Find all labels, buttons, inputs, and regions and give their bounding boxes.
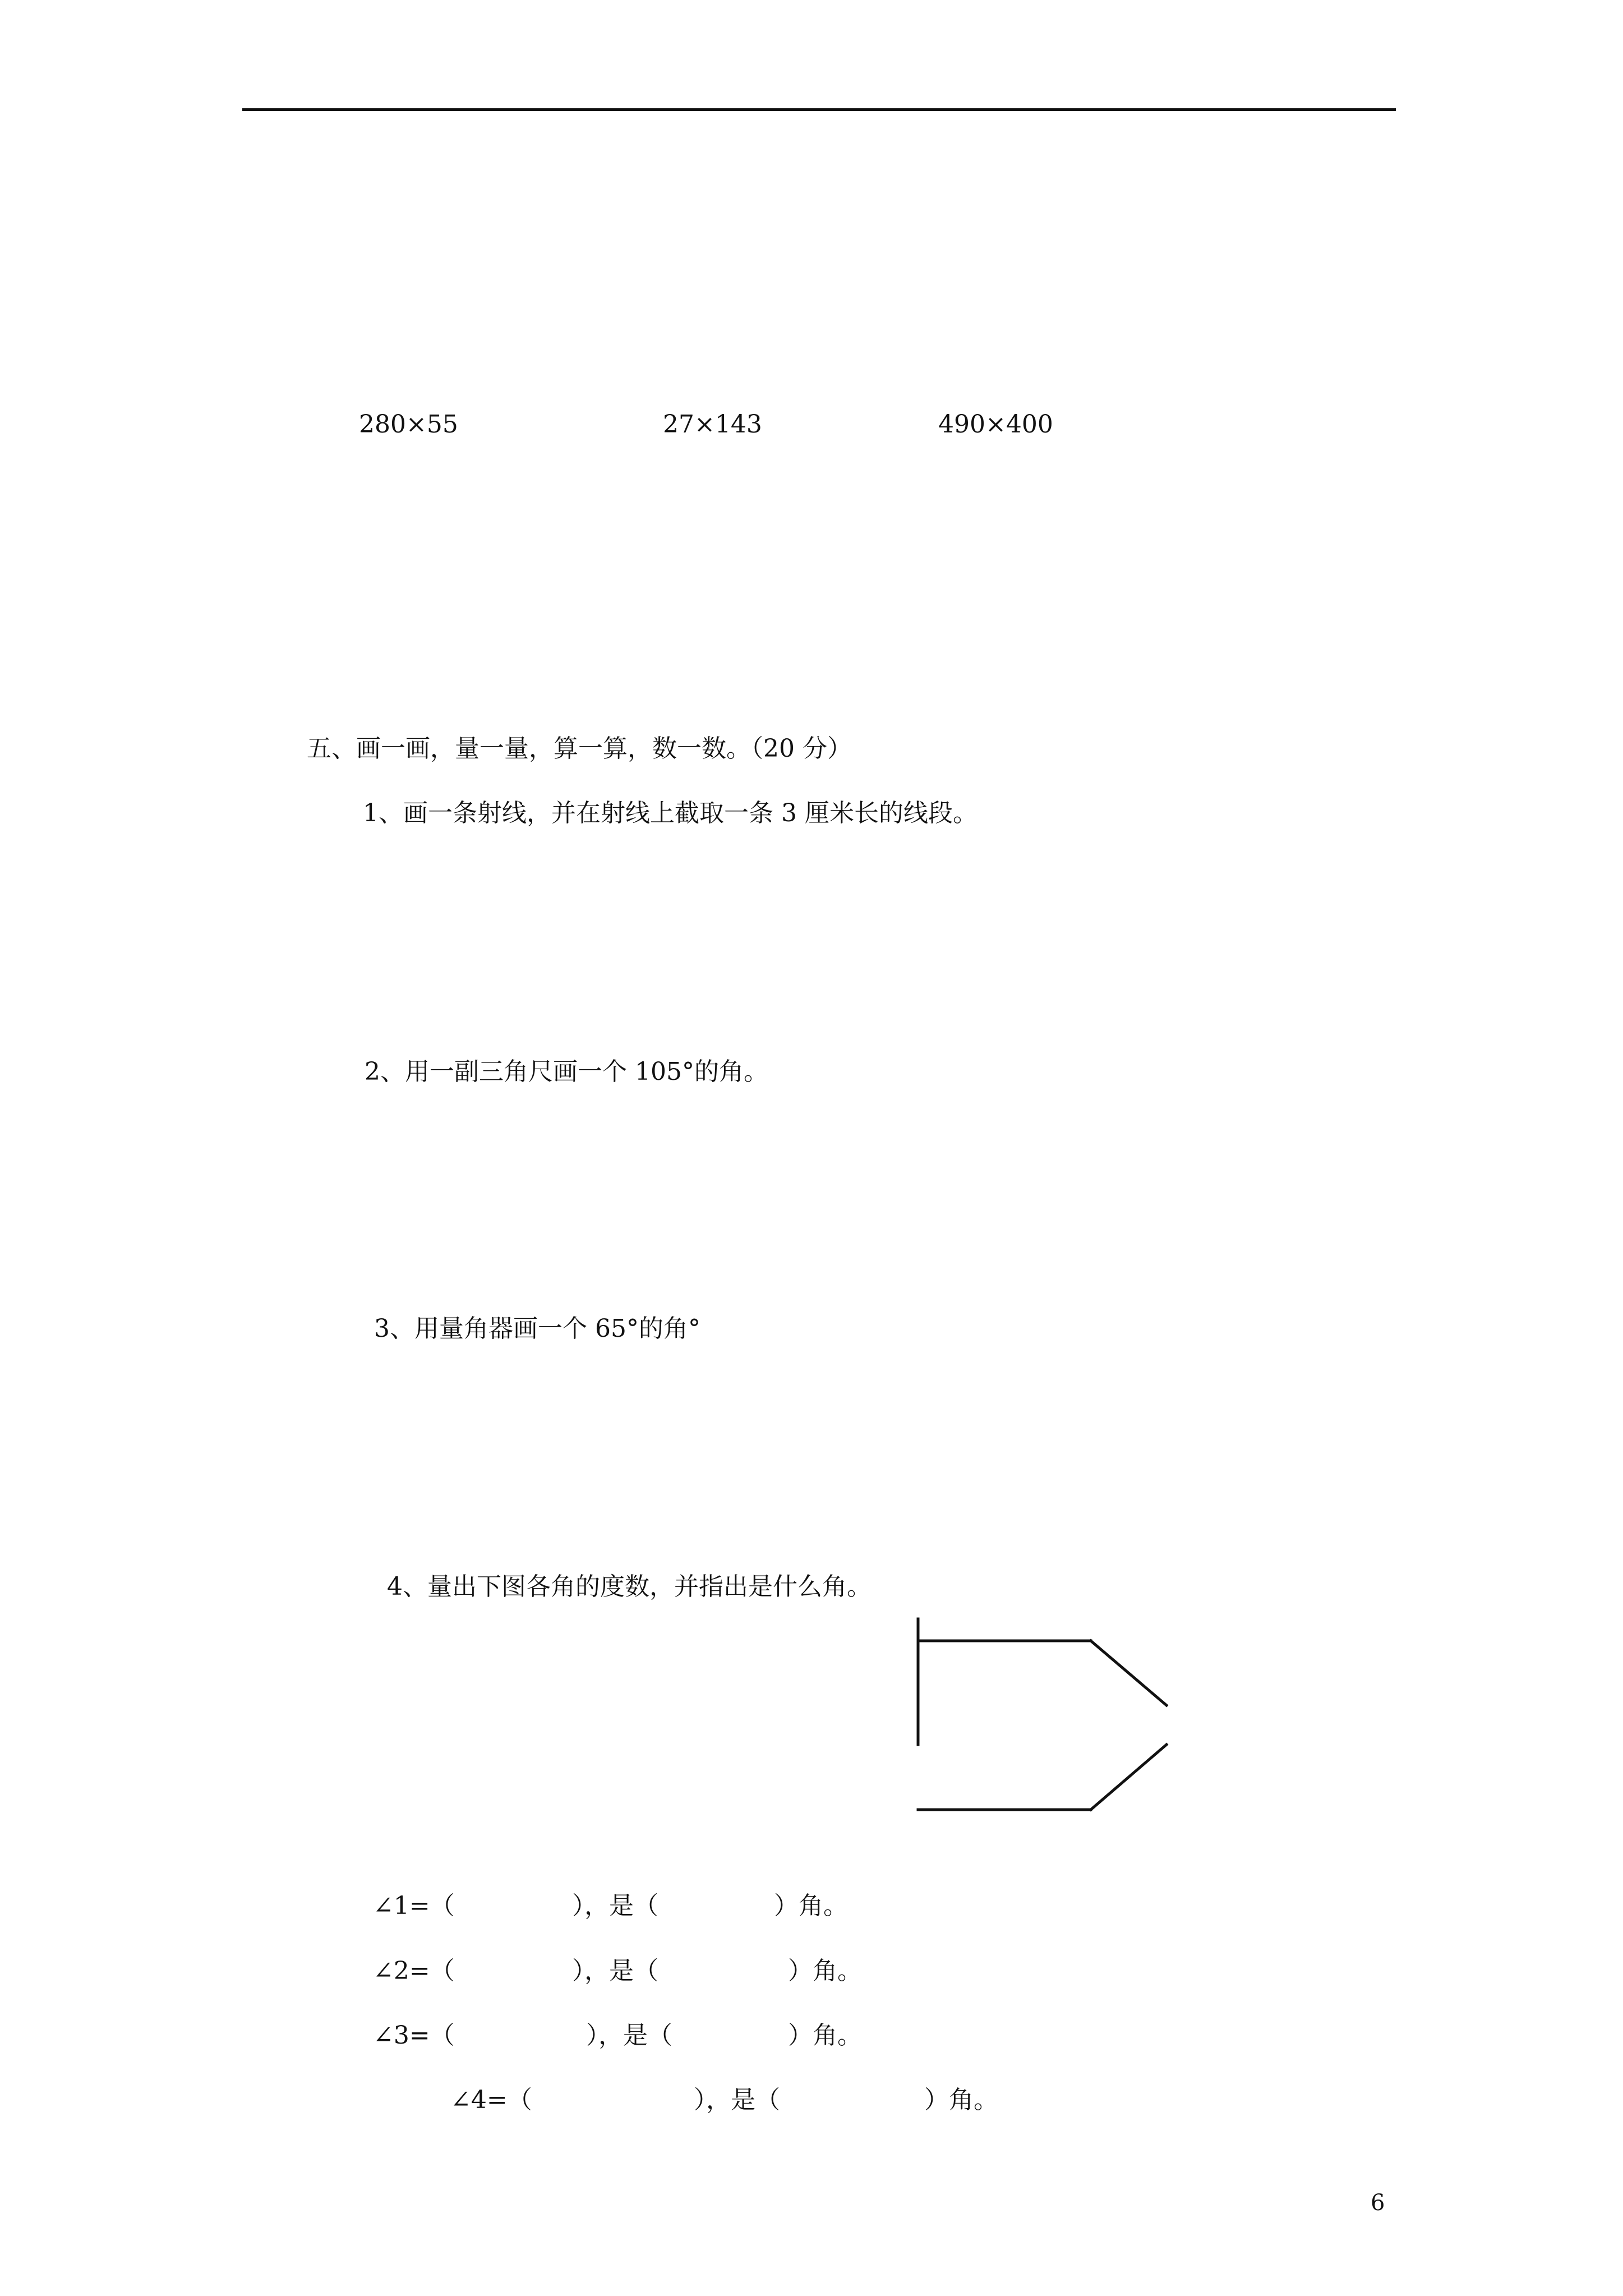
question-4: 4、量出下图各角的度数，并指出是什么角。 xyxy=(387,1572,872,1601)
question-3: 3、用量角器画一个 65°的角° xyxy=(374,1314,700,1343)
angle-2-end: ）角。 xyxy=(788,1957,862,1985)
angle-4-label: ∠4=（ xyxy=(450,2086,532,2114)
calc-item-2: 27×143 xyxy=(663,410,762,439)
figure-top-slant xyxy=(1091,1641,1166,1705)
angle-4-middle: ），是（ xyxy=(694,2086,780,2114)
figure-bottom-slant xyxy=(1091,1745,1166,1810)
angle-2-label: ∠2=（ xyxy=(373,1957,455,1985)
calc-item-1: 280×55 xyxy=(359,410,458,439)
question-1: 1、画一条射线，并在射线上截取一条 3 厘米长的线段。 xyxy=(363,799,978,827)
angle-3-end: ）角。 xyxy=(788,2021,862,2050)
angle-figure xyxy=(897,1604,1178,1829)
angle-2-middle: ），是（ xyxy=(572,1957,658,1985)
angle-3-label: ∠3=（ xyxy=(373,2021,455,2050)
angle-1-end: ）角。 xyxy=(774,1892,848,1920)
question-2: 2、用一副三角尺画一个 105°的角。 xyxy=(365,1057,768,1086)
angle-1-label: ∠1=（ xyxy=(373,1892,455,1920)
angle-3-middle: ），是（ xyxy=(586,2021,672,2050)
header-rule xyxy=(242,108,1396,111)
page-number: 6 xyxy=(1371,2190,1385,2216)
angle-1-middle: ），是（ xyxy=(572,1892,658,1920)
section5-heading: 五、画一画，量一量，算一算，数一数。（20 分） xyxy=(307,734,852,763)
angle-4-end: ）角。 xyxy=(924,2086,998,2114)
calc-item-3: 490×400 xyxy=(938,410,1053,439)
